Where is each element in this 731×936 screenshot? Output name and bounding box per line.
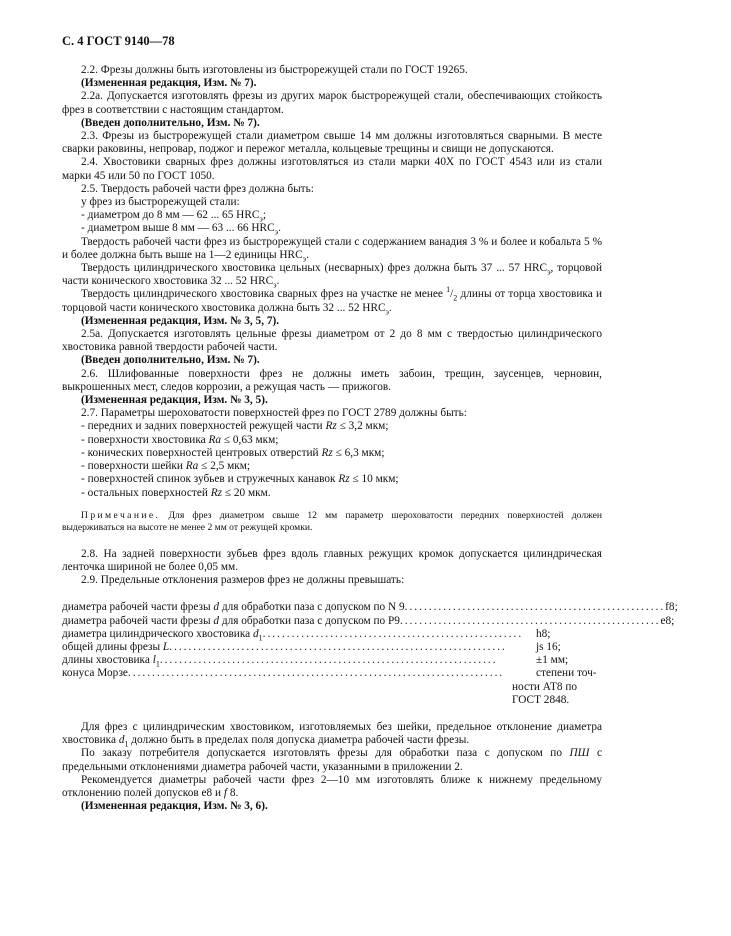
document-body <box>62 64 678 813</box>
clause-2-4: 2.4. Хвостовики сварных фрез должны изготовляться из стали марки 40Х по ГОСТ 4543 или из стали марки 45 или 50 по ГОСТ 1050. <box>62 156 602 182</box>
tolerance-row: диаметра цилиндрического хвостовика $d_1$ ...................................................... h8; <box>62 627 551 642</box>
clause-2-3: 2.3. Фрезы из быстрорежущей стали диаметром свыше 14 мм должны изготовляться сварными. В месте сварки раковины, непровар, поджог и пережог металла, кольцевые трещины и свищи не допускаются. <box>62 130 602 156</box>
hardness-subscript: э <box>385 306 389 316</box>
clause-2-6: 2.6. Шлифованные поверхности фрез не должны иметь забоин, трещин, заусенцев, черновин, выкрошенных мест, следов коррозии, а режущая часть — прижогов. <box>62 367 602 393</box>
clause-2-2a: 2.2а. Допускается изготовлять фрезы из других марок быстрорежущей стали, обеспечивающих стойкость фрез в соответствии с настоящим стандартом. <box>62 90 602 116</box>
tolerance-row: диаметра рабочей части фрезы d для обработки паза с допуском по N 9 ...................................................... f8; <box>62 601 678 614</box>
roughness-item: - остальных поверхностей Rz ≤ 20 мкм. <box>81 486 271 499</box>
tolerance-row: общей длины фрезы L ...................................................................... js 16; <box>62 640 561 653</box>
edition-note: (Измененная редакция, Изм. № 7). <box>81 77 257 90</box>
note-label: Примечание. <box>81 509 161 521</box>
hardness-subscript: э <box>273 280 277 290</box>
clause-2-5-shank-welded: Твердость цилиндрического хвостовика сварных фрез на участке не менее $^1/_2$ длины от торца хвостовика и торцовой части конического хвостовика должна быть 32 ... 52 $HRC_э$. <box>62 285 603 316</box>
tolerance-list <box>62 601 678 707</box>
hardness-subscript: э <box>547 267 551 277</box>
note <box>62 510 602 534</box>
shank-text: , торцовой части конического хвостовика 32 ... 52 HRC <box>62 262 602 288</box>
hardness-subscript: э <box>302 254 307 264</box>
hardness-text: - диаметром до 8 мм — 62 ... 65 HRC <box>81 209 260 222</box>
note-text: Для фрез диаметром свыше 12 мм параметр шероховатости передних поверхностей должен выдерживаться на высоте не менее 2 мм от режущей кромки. <box>62 509 602 533</box>
clause-2-5a: 2.5а. Допускается изготовлять цельные фрезы диаметром от 2 до 8 мм с твердостью цилиндрического хвостовика равной твердости рабочей части. <box>62 328 602 354</box>
hardness-subscript: э <box>259 214 263 224</box>
roughness-item: - поверхностей спинок зубьев и стружечных канавок Rz ≤ 10 мкм; <box>81 473 399 486</box>
roughness-item: - конических поверхностей центровых отверстий Rz ≤ 6,3 мкм; <box>81 446 385 459</box>
edition-note: (Измененная редакция, Изм. № 3, 5). <box>81 394 268 407</box>
fraction-numerator: 1 <box>446 285 451 295</box>
page-header: С. 4 ГОСТ 9140—78 <box>62 34 175 48</box>
clause-2-7: 2.7. Параметры шероховатости поверхностей фрез по ГОСТ 2789 должны быть: <box>81 407 467 420</box>
clause-2-5-list-intro: у фрез из быстрорежущей стали: <box>81 196 240 209</box>
clause-2-2: 2.2. Фрезы должны быть изготовлены из быстрорежущей стали по ГОСТ 19265. <box>81 64 468 76</box>
vanadium-text: Твердость рабочей части фрез из быстрорежущей стали с содержанием ванадия 3 % и более и кобальта 5 % и более должна быть выше на 1—2 единицы HRC <box>62 235 602 261</box>
tolerance-extra: ГОСТ 2848. <box>512 693 570 706</box>
shank-text: длины от торца хвостовика и торцовой части конического хвостовика должна быть 32 ... 52 HRC <box>62 288 603 314</box>
tolerance-row: длины хвостовика $l_1$ ...................................................................... ±1 мм; <box>62 654 569 669</box>
clause-2-5-vanadium: Твердость рабочей части фрез из быстрорежущей стали с содержанием ванадия 3 % и более и кобальта 5 % и более должна быть выше на 1—2 единицы $HRC_э$. <box>62 235 602 264</box>
edition-note: (Введен дополнительно, Изм. № 7). <box>81 354 260 367</box>
customer-order-paragraph: По заказу потребителя допускается изготовлять фрезы для обработки паза с допуском по ПШ с предельными отклонениями диаметра рабочей части, указанными в приложении 2. <box>62 747 602 773</box>
clause-2-5-shank-solid: Твердость цилиндрического хвостовика цельных (несварных) фрез должна быть 37 ... 57 $HRC_э$, торцовой части конического хвостовика 32 ... 52 $HRC_э$. <box>62 262 602 290</box>
tolerance-extra: ности АТ8 по <box>512 680 578 693</box>
edition-note: (Измененная редакция, Изм. № 3, 6). <box>81 800 268 813</box>
clause-2-8: 2.8. На задней поверхности зубьев фрез вдоль главных режущих кромок допускается цилиндрическая ленточка шириной не более 0,05 мм. <box>62 547 602 573</box>
recommendation-paragraph: Рекомендуется диаметры рабочей части фрез 2—10 мм изготовлять ближе к нижнему предельному отклонению полей допусков e8 и f 8. <box>62 773 602 799</box>
tolerance-row: конуса Морзе .............................................................................. степени точ- <box>62 667 597 680</box>
fraction-denominator: 2 <box>453 293 458 303</box>
edition-note: (Измененная редакция, Изм. № 3, 5, 7). <box>81 314 280 327</box>
edition-note: (Введен дополнительно, Изм. № 7). <box>81 116 260 129</box>
roughness-item: - передних и задних поверхностей режущей части Rz ≤ 3,2 мкм; <box>81 420 389 433</box>
hardness-text: - диаметром выше 8 мм — 63 ... 66 HRC <box>81 222 275 235</box>
shank-text: Твердость цилиндрического хвостовика цельных (несварных) фрез должна быть 37 ... 57 HRC <box>81 262 548 275</box>
shank-tolerance-paragraph: Для фрез с цилиндрическим хвостовиком, изготовляемых без шейки, предельное отклонение диаметра хвостовика $d_1$ должно быть в пределах поля допуска диаметра рабочей части фрезы. <box>62 720 602 749</box>
tolerance-row: диаметра рабочей части фрезы d для обработки паза с допуском по P9 ...................................................... e8; <box>62 614 675 627</box>
clause-2-5: 2.5. Твердость рабочей части фрез должна быть: <box>81 182 314 195</box>
clause-2-5-item: - диаметром выше 8 мм — 63 ... 66 $HRC_э$. <box>81 222 281 237</box>
roughness-item: - поверхности хвостовика Ra ≤ 0,63 мкм; <box>81 433 279 446</box>
clause-2-9: 2.9. Предельные отклонения размеров фрез не должны превышать: <box>81 574 405 587</box>
shank-text: Твердость цилиндрического хвостовика сварных фрез на участке не менее <box>81 288 447 301</box>
clause-2-5-item: - диаметром до 8 мм — 62 ... 65 $HRC_э$; <box>81 209 266 224</box>
hardness-subscript: э <box>274 227 279 237</box>
roughness-item: - поверхности шейки Ra ≤ 2,5 мкм; <box>81 460 251 473</box>
